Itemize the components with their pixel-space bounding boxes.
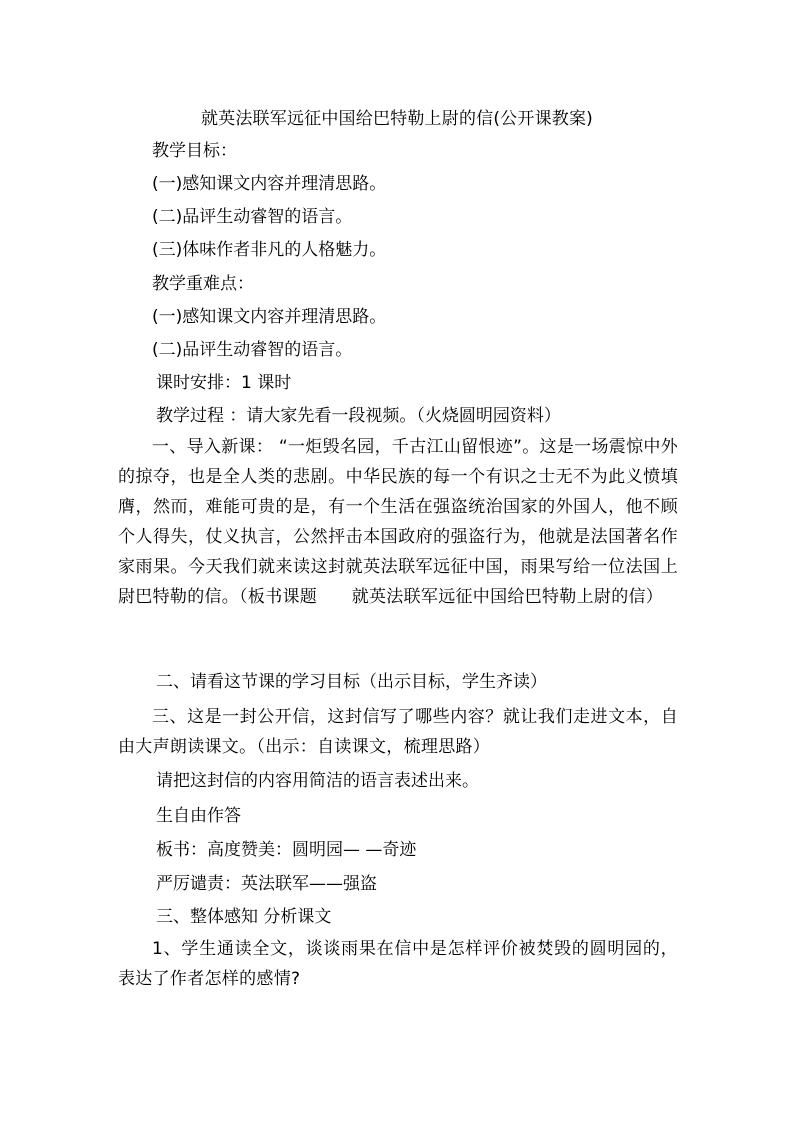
goal-item-1: (一)感知课文内容并理清思路。 xyxy=(152,174,387,194)
board-line-2: 严厉谴责：英法联军——强盗 xyxy=(156,874,377,894)
keypoints-heading: 教学重难点： xyxy=(152,274,254,294)
step3-paragraph: 三、这是一封公开信，这封信写了哪些内容？就让我们走进文本，自由大声朗读课文。（出示：自读课文，梳理思路） xyxy=(118,707,678,757)
process-line: 教学过程 ：请大家先看一段视频。（火烧圆明园资料） xyxy=(156,406,561,426)
question-1-paragraph: 1、学生通读全文，谈谈雨果在信中是怎样评价被焚毁的圆明园的，表达了作者怎样的感情? xyxy=(118,939,678,989)
goals-heading: 教学目标： xyxy=(152,141,237,161)
answer-line: 生自由作答 xyxy=(156,806,241,826)
goal-item-3: (三)体味作者非凡的人格魅力。 xyxy=(152,240,387,260)
board-line-1: 板书：高度赞美：圆明园— —奇迹 xyxy=(156,840,417,860)
doc-title: 就英法联军远征中国给巴特勒上尉的信(公开课教案) xyxy=(200,109,594,129)
intro-paragraph: 一、导入新课： “一炬毁名园，千古江山留恨迹”。这是一场震惊中外的掠夺，也是全人类的悲剧。中华民族的每一个有识之士无不为此义愤填膺，然而，难能可贵的是，有一个生活在强盗统治国家的外国人，他不顾个人得失，仗义执言，公然抨击本国政府的强盗行为，他就是法国著名作家雨果。今天我们就来读这封就英法联军远征中国，雨果写给一位法国上尉巴特勒的信。（板书课题 就英法联军远征中国给巴特勒上尉的信） xyxy=(118,437,678,607)
section3-heading: 三、整体感知 分析课文 xyxy=(156,907,332,927)
goal-item-2: (二)品评生动睿智的语言。 xyxy=(152,207,353,227)
keypoint-item-1: (一)感知课文内容并理清思路。 xyxy=(152,307,387,327)
task-line: 请把这封信的内容用简洁的语言表述出来。 xyxy=(156,771,479,791)
schedule-line: 课时安排：1 课时 xyxy=(156,373,292,393)
step2-line: 二、请看这节课的学习目标（出示目标，学生齐读） xyxy=(156,672,547,692)
keypoint-item-2: (二)品评生动睿智的语言。 xyxy=(152,340,353,360)
